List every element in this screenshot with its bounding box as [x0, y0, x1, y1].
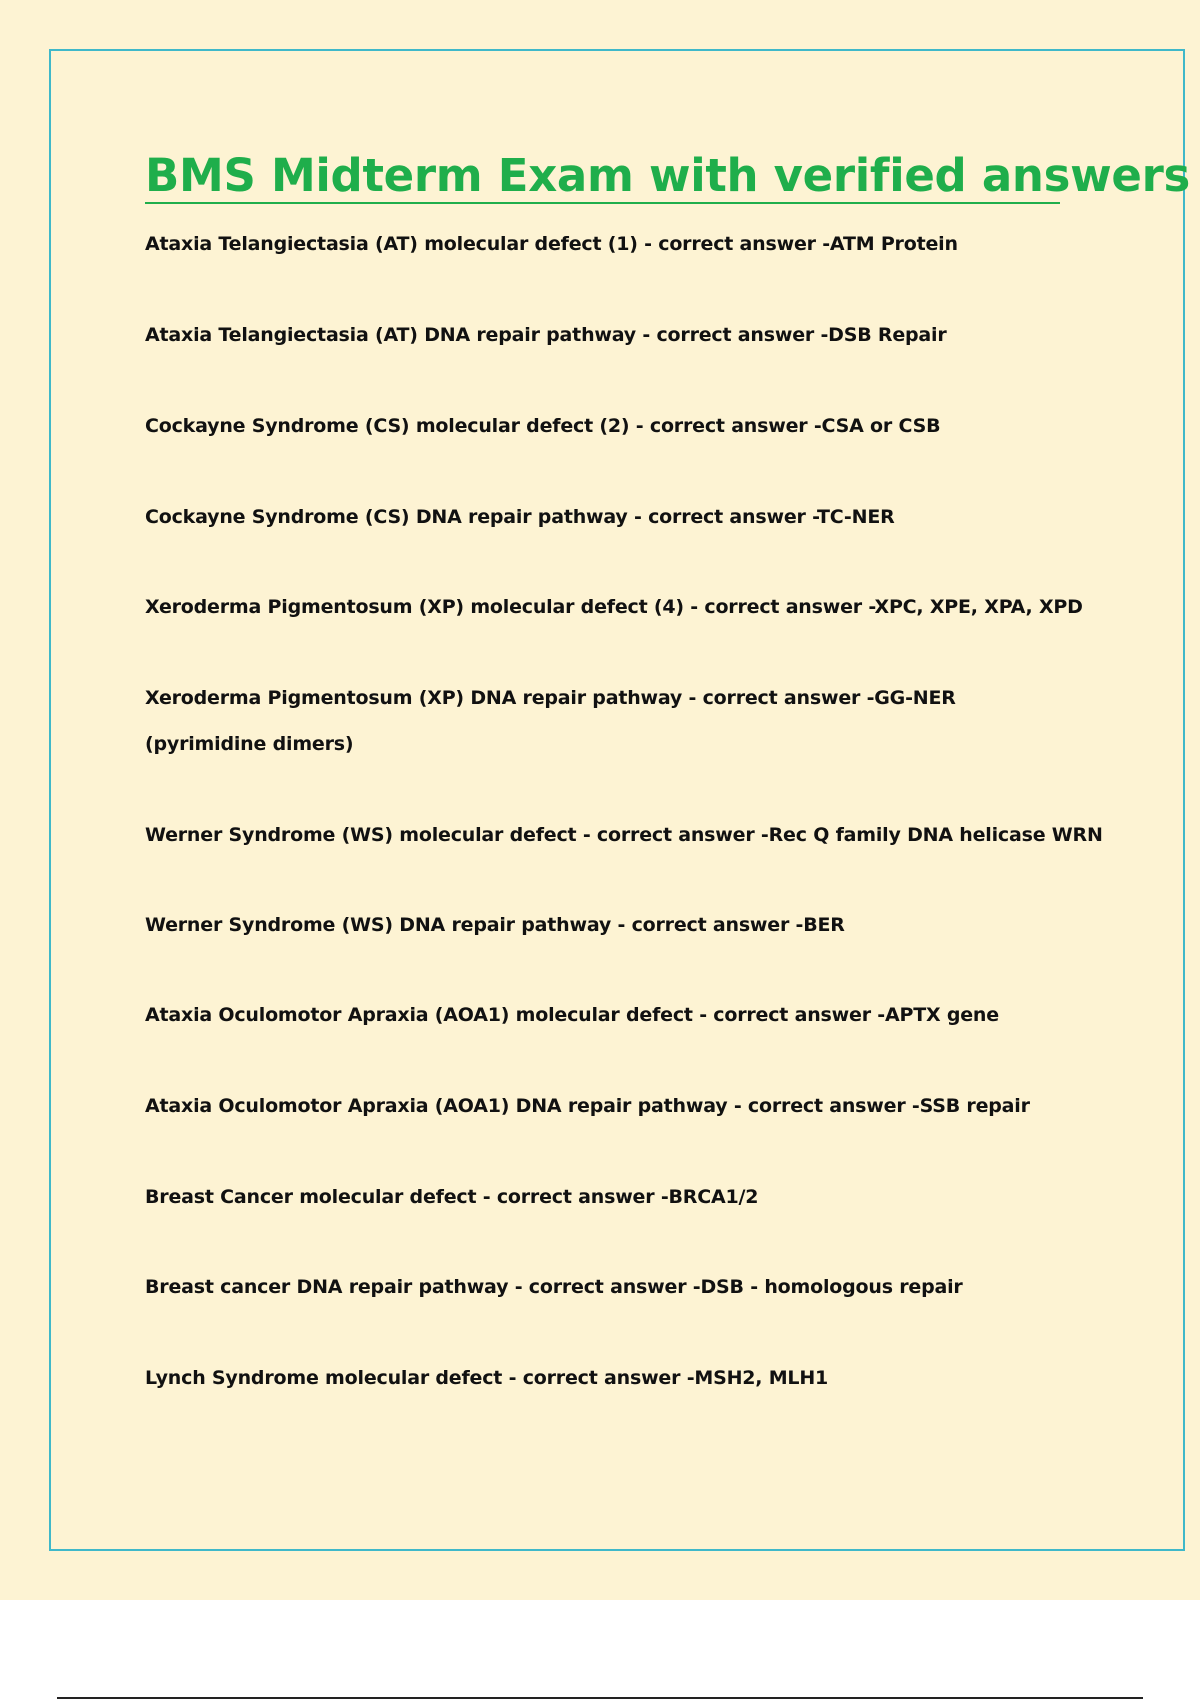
qa-text: Werner Syndrome (WS) molecular defect - correct answer -Rec Q family DNA helicase WRN — [145, 824, 1103, 846]
qa-item-cs-defect — [145, 403, 940, 449]
qa-item-breast-defect — [145, 1174, 758, 1220]
qa-item-at-pathway — [145, 312, 947, 358]
qa-item-xp-defect — [145, 584, 1083, 630]
qa-item-cs-pathway — [145, 494, 895, 540]
footer-rule — [57, 1697, 1143, 1699]
document-title: BMS Midterm Exam with verified answers — [145, 149, 1190, 202]
qa-text: Xeroderma Pigmentosum (XP) molecular defect (4) - correct answer -XPC, XPE, XPA, XPD — [145, 596, 1083, 618]
qa-item-xp-pathway — [145, 675, 956, 767]
qa-text: Werner Syndrome (WS) DNA repair pathway - correct answer -BER — [145, 914, 845, 936]
page-border — [49, 49, 1185, 1551]
qa-item-breast-pathway — [145, 1264, 963, 1310]
qa-item-ws-defect — [145, 812, 1103, 858]
qa-item-aoa1-pathway — [145, 1083, 1030, 1129]
qa-text: Ataxia Oculomotor Apraxia (AOA1) molecular defect - correct answer -APTX gene — [145, 1004, 999, 1026]
qa-text: Breast cancer DNA repair pathway - correct answer -DSB - homologous repair — [145, 1276, 963, 1298]
qa-item-at-defect — [145, 221, 958, 267]
qa-text: Ataxia Telangiectasia (AT) DNA repair pathway - correct answer -DSB Repair — [145, 324, 947, 346]
qa-text: Lynch Syndrome molecular defect - correct answer -MSH2, MLH1 — [145, 1367, 829, 1389]
qa-item-ws-pathway — [145, 902, 845, 948]
qa-text-continuation: (pyrimidine dimers) — [145, 733, 354, 755]
qa-text: Ataxia Telangiectasia (AT) molecular defect (1) - correct answer -ATM Protein — [145, 233, 958, 255]
qa-text: Breast Cancer molecular defect - correct answer -BRCA1/2 — [145, 1186, 759, 1208]
title-underline — [145, 202, 1060, 204]
qa-text: Cockayne Syndrome (CS) DNA repair pathway - correct answer -TC-NER — [145, 506, 895, 528]
qa-text: Xeroderma Pigmentosum (XP) DNA repair pathway - correct answer -GG-NER — [145, 687, 956, 709]
qa-item-lynch-defect — [145, 1355, 828, 1401]
qa-text: Ataxia Oculomotor Apraxia (AOA1) DNA repair pathway - correct answer -SSB repair — [145, 1095, 1030, 1117]
qa-text: Cockayne Syndrome (CS) molecular defect (2) - correct answer -CSA or CSB — [145, 415, 941, 437]
qa-item-aoa1-defect — [145, 992, 999, 1038]
